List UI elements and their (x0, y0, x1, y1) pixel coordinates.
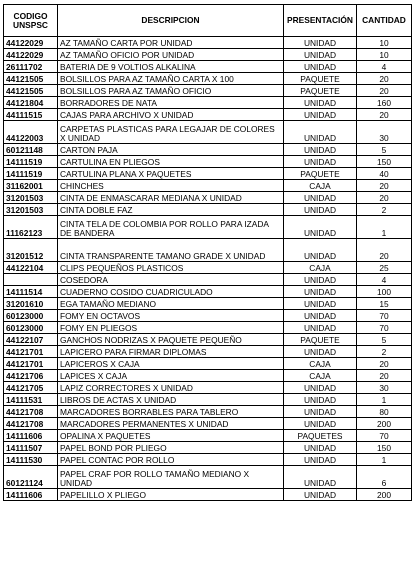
cell-code: 44121505 (4, 85, 58, 97)
cell-qty: 40 (357, 168, 412, 180)
table-row (4, 334, 412, 346)
cell-desc: LAPICES X CAJA (58, 370, 284, 382)
cell-qty: 15 (357, 298, 412, 310)
cell-code: 44121804 (4, 97, 58, 109)
cell-pres: UNIDAD (284, 286, 357, 298)
table-row (4, 121, 412, 144)
cell-pres: UNIDAD (284, 466, 357, 489)
cell-qty: 20 (357, 73, 412, 85)
table-row (4, 168, 412, 180)
cell-qty: 10 (357, 49, 412, 61)
cell-pres: PAQUETE (284, 168, 357, 180)
cell-desc: CUADERNO COSIDO CUADRICULADO (58, 286, 284, 298)
cell-pres: UNIDAD (284, 298, 357, 310)
cell-pres: UNIDAD (284, 382, 357, 394)
header-code: CODIGO UNSPSC (4, 5, 58, 37)
cell-pres: PAQUETE (284, 334, 357, 346)
cell-pres: UNIDAD (284, 204, 357, 216)
cell-pres: UNIDAD (284, 144, 357, 156)
table-row (4, 346, 412, 358)
table-row (4, 262, 412, 274)
cell-code: 14111519 (4, 168, 58, 180)
cell-desc: BOLSILLOS PARA AZ TAMAÑO CARTA X 100 (58, 73, 284, 85)
cell-qty: 1 (357, 454, 412, 466)
table-row (4, 109, 412, 121)
cell-qty: 1 (357, 394, 412, 406)
cell-code: 14111530 (4, 454, 58, 466)
cell-desc: LAPICERO PARA FIRMAR DIPLOMAS (58, 346, 284, 358)
cell-desc: CAJAS PARA ARCHIVO X UNIDAD (58, 109, 284, 121)
cell-desc: LIBROS DE ACTAS X UNIDAD (58, 394, 284, 406)
cell-pres: UNIDAD (284, 109, 357, 121)
cell-pres: UNIDAD (284, 97, 357, 109)
cell-desc: CINTA TRANSPARENTE TAMANO GRADE X UNIDAD (58, 239, 284, 262)
cell-desc: MARCADORES PERMANENTES X UNIDAD (58, 418, 284, 430)
cell-pres: UNIDAD (284, 49, 357, 61)
table-row (4, 49, 412, 61)
cell-qty: 4 (357, 61, 412, 73)
cell-qty: 5 (357, 144, 412, 156)
cell-code: 31201512 (4, 239, 58, 262)
cell-qty: 70 (357, 322, 412, 334)
cell-qty: 4 (357, 274, 412, 286)
cell-code: 44121701 (4, 358, 58, 370)
table-row (4, 180, 412, 192)
cell-code: 60123000 (4, 322, 58, 334)
cell-pres: UNIDAD (284, 239, 357, 262)
table-header-row (4, 5, 412, 37)
cell-code: 60121148 (4, 144, 58, 156)
cell-pres: CAJA (284, 370, 357, 382)
cell-code: 31201610 (4, 298, 58, 310)
table-row (4, 73, 412, 85)
cell-desc: AZ TAMAÑO CARTA POR UNIDAD (58, 37, 284, 49)
header-presentation: PRESENTACIÓN (284, 5, 357, 37)
cell-qty: 20 (357, 180, 412, 192)
cell-pres: UNIDAD (284, 454, 357, 466)
cell-desc: LAPICEROS X CAJA (58, 358, 284, 370)
cell-code: 44122107 (4, 334, 58, 346)
cell-desc: PAPEL CONTAC POR ROLLO (58, 454, 284, 466)
cell-code: 44121708 (4, 418, 58, 430)
cell-pres: PAQUETE (284, 73, 357, 85)
cell-desc: CARTULINA EN PLIEGOS (58, 156, 284, 168)
cell-qty: 20 (357, 192, 412, 204)
table-row (4, 97, 412, 109)
cell-desc: PAPEL CRAF POR ROLLO TAMAÑO MEDIANO X UNIDAD (58, 466, 284, 489)
cell-code: 44122029 (4, 37, 58, 49)
table-row (4, 442, 412, 454)
cell-qty: 70 (357, 310, 412, 322)
cell-pres: UNIDAD (284, 322, 357, 334)
cell-qty: 20 (357, 358, 412, 370)
cell-desc: CARTULINA PLANA X PAQUETES (58, 168, 284, 180)
cell-pres: UNIDAD (284, 121, 357, 144)
table-row (4, 489, 412, 501)
table-row (4, 370, 412, 382)
cell-pres: UNIDAD (284, 442, 357, 454)
cell-pres: UNIDAD (284, 216, 357, 239)
table-row (4, 322, 412, 334)
cell-qty: 20 (357, 85, 412, 97)
cell-code: 31162001 (4, 180, 58, 192)
table-row (4, 156, 412, 168)
cell-code: 44111515 (4, 109, 58, 121)
cell-desc: GANCHOS NODRIZAS X PAQUETE PEQUEÑO (58, 334, 284, 346)
cell-code: 60121124 (4, 466, 58, 489)
cell-code: 60123000 (4, 310, 58, 322)
cell-code: 14111514 (4, 286, 58, 298)
cell-desc: PAPELILLO X PLIEGO (58, 489, 284, 501)
cell-code: 31201503 (4, 204, 58, 216)
cell-pres: UNIDAD (284, 406, 357, 418)
cell-desc: LAPIZ CORRECTORES X UNIDAD (58, 382, 284, 394)
cell-code: 44121701 (4, 346, 58, 358)
cell-qty: 6 (357, 466, 412, 489)
cell-qty: 25 (357, 262, 412, 274)
cell-desc: BORRADORES DE NATA (58, 97, 284, 109)
table-row (4, 274, 412, 286)
cell-pres: UNIDAD (284, 394, 357, 406)
table-row (4, 144, 412, 156)
cell-qty: 200 (357, 489, 412, 501)
cell-desc: CINTA TELA DE COLOMBIA POR ROLLO PARA IZADA DE BANDERA (58, 216, 284, 239)
table-body (4, 37, 412, 501)
cell-code: 44122029 (4, 49, 58, 61)
cell-desc: FOMY EN OCTAVOS (58, 310, 284, 322)
cell-pres: CAJA (284, 358, 357, 370)
cell-code: 14111531 (4, 394, 58, 406)
table-row (4, 358, 412, 370)
cell-qty: 30 (357, 121, 412, 144)
cell-code: 14111519 (4, 156, 58, 168)
table-row (4, 418, 412, 430)
cell-code: 44121706 (4, 370, 58, 382)
cell-pres: CAJA (284, 180, 357, 192)
cell-pres: UNIDAD (284, 418, 357, 430)
cell-desc: MARCADORES BORRABLES PARA TABLERO (58, 406, 284, 418)
table-row (4, 382, 412, 394)
cell-code: 44121505 (4, 73, 58, 85)
cell-qty: 160 (357, 97, 412, 109)
cell-qty: 150 (357, 156, 412, 168)
cell-desc: OPALINA X PAQUETES (58, 430, 284, 442)
cell-qty: 20 (357, 239, 412, 262)
cell-qty: 150 (357, 442, 412, 454)
table-row (4, 394, 412, 406)
cell-pres: UNIDAD (284, 37, 357, 49)
cell-code: 26111702 (4, 61, 58, 73)
cell-desc: CLIPS PEQUEÑOS PLASTICOS (58, 262, 284, 274)
table-row (4, 239, 412, 262)
cell-qty: 100 (357, 286, 412, 298)
cell-qty: 30 (357, 382, 412, 394)
cell-pres: UNIDAD (284, 61, 357, 73)
table-row (4, 466, 412, 489)
cell-pres: PAQUETE (284, 85, 357, 97)
supplies-table (3, 4, 412, 501)
table-row (4, 310, 412, 322)
cell-qty: 200 (357, 418, 412, 430)
cell-qty: 2 (357, 346, 412, 358)
header-quantity: CANTIDAD (357, 5, 412, 37)
table-row (4, 192, 412, 204)
cell-qty: 20 (357, 370, 412, 382)
cell-pres: UNIDAD (284, 489, 357, 501)
table-row (4, 286, 412, 298)
cell-desc: BOLSILLOS PARA AZ TAMAÑO OFICIO (58, 85, 284, 97)
cell-desc: EGA TAMAÑO MEDIANO (58, 298, 284, 310)
table-row (4, 454, 412, 466)
cell-code: 44121705 (4, 382, 58, 394)
cell-desc: AZ TAMAÑO OFICIO POR UNIDAD (58, 49, 284, 61)
cell-desc: COSEDORA (58, 274, 284, 286)
cell-code: 44122003 (4, 121, 58, 144)
table-row (4, 430, 412, 442)
cell-desc: PAPEL BOND POR PLIEGO (58, 442, 284, 454)
table-row (4, 85, 412, 97)
cell-qty: 10 (357, 37, 412, 49)
cell-desc: BATERIA DE 9 VOLTIOS ALKALINA (58, 61, 284, 73)
cell-qty: 2 (357, 204, 412, 216)
cell-qty: 20 (357, 109, 412, 121)
cell-pres: UNIDAD (284, 274, 357, 286)
cell-pres: UNIDAD (284, 346, 357, 358)
cell-qty: 70 (357, 430, 412, 442)
header-description: DESCRIPCION (58, 5, 284, 37)
cell-pres: CAJA (284, 262, 357, 274)
cell-pres: UNIDAD (284, 310, 357, 322)
cell-qty: 1 (357, 216, 412, 239)
cell-code (4, 274, 58, 286)
table-row (4, 61, 412, 73)
cell-desc: CINTA DOBLE FAZ (58, 204, 284, 216)
table-row (4, 37, 412, 49)
cell-qty: 5 (357, 334, 412, 346)
table-row (4, 298, 412, 310)
cell-desc: FOMY EN PLIEGOS (58, 322, 284, 334)
cell-qty: 80 (357, 406, 412, 418)
cell-pres: UNIDAD (284, 192, 357, 204)
cell-pres: UNIDAD (284, 156, 357, 168)
cell-code: 44122104 (4, 262, 58, 274)
cell-code: 44121708 (4, 406, 58, 418)
cell-code: 14111606 (4, 489, 58, 501)
cell-desc: CARPETAS PLASTICAS PARA LEGAJAR DE COLORES X UNIDAD (58, 121, 284, 144)
cell-code: 11162123 (4, 216, 58, 239)
cell-desc: CARTON PAJA (58, 144, 284, 156)
cell-code: 31201503 (4, 192, 58, 204)
cell-desc: CHINCHES (58, 180, 284, 192)
cell-desc: CINTA DE ENMASCARAR MEDIANA X UNIDAD (58, 192, 284, 204)
table-row (4, 204, 412, 216)
table-row (4, 216, 412, 239)
cell-pres: PAQUETES (284, 430, 357, 442)
cell-code: 14111507 (4, 442, 58, 454)
table-row (4, 406, 412, 418)
cell-code: 14111606 (4, 430, 58, 442)
